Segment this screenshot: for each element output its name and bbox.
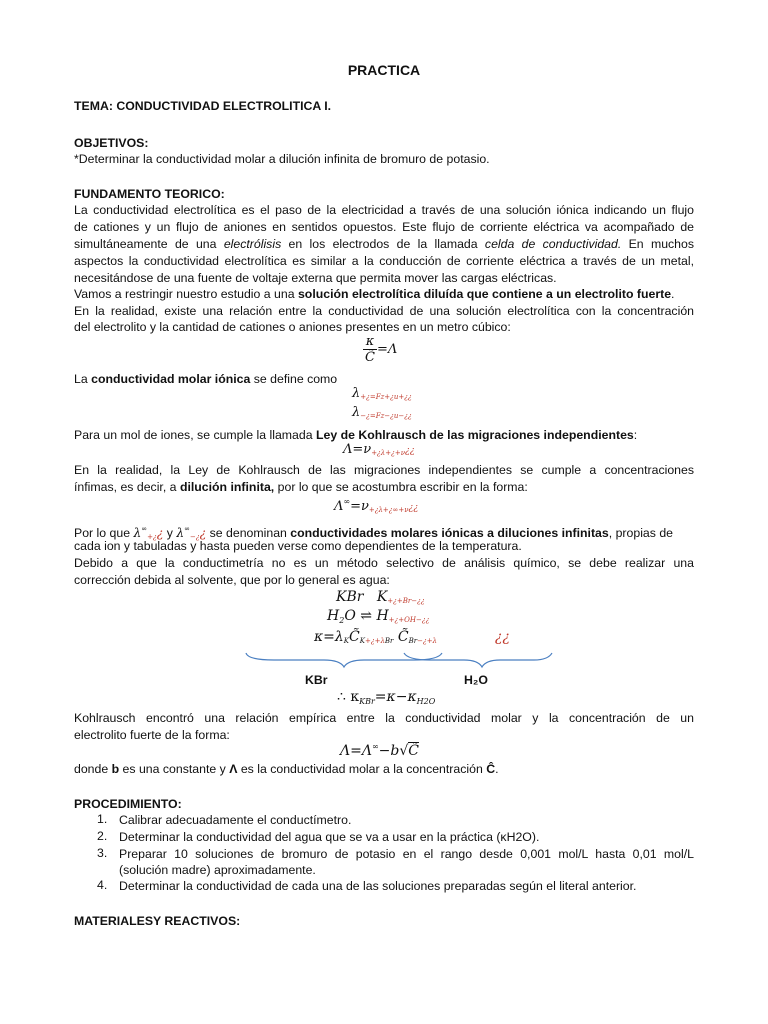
eq-sup: ∞ (343, 497, 351, 506)
text-run: . (671, 287, 675, 301)
text-run: se denominan (209, 526, 291, 540)
numerator: κ (363, 334, 377, 350)
eq-sup: ∞ (371, 742, 379, 751)
eq-sub: +¿u+¿¿ (384, 393, 412, 401)
paragraph-line: En la realidad, existe una relación entre la conductividad de una solución electrolítica con la concentración (74, 304, 694, 318)
text-run: solución electrolítica diluída que contiene a un electrolito fuerte (297, 287, 672, 301)
text-run: es una constante y (119, 762, 230, 776)
eq-sub: Br (408, 637, 418, 645)
eq-sub: 2 (339, 616, 345, 625)
text-run: Vamos a restringir nuestro estudio a una (74, 287, 298, 301)
text-run: . (495, 762, 499, 776)
text-run: en los electrodos de la llamada (281, 237, 485, 251)
paragraph-line (74, 761, 694, 778)
eq-sub: H2O (416, 697, 436, 706)
fundamento-heading: FUNDAMENTO TEORICO: (74, 187, 225, 201)
eq-sub: ¿¿ (408, 503, 419, 513)
text-run: simultáneamente de una (74, 237, 224, 251)
eq-sub: +¿+Br (387, 597, 412, 605)
eq-sub: −¿u−¿¿ (384, 412, 412, 420)
text-run: Ley de Kohlrausch de las migraciones independientes (315, 428, 634, 442)
equilibrium-arrow-icon: ⇌ (360, 608, 372, 624)
eq-symbol: K (376, 589, 388, 605)
eq-sub: +¿λ (368, 506, 383, 514)
brace-h2o (404, 653, 552, 667)
text-run: Λ (229, 762, 238, 776)
text-run: es la conductividad molar a la concentración (237, 762, 487, 776)
text-run: celda de conductividad. (484, 237, 622, 251)
text-run: se define como (250, 372, 338, 386)
eq-sub: +¿=Fz (360, 393, 385, 401)
paragraph-line: La conductividad electrolítica es el paso de la electricidad a través de una solución iónica indicando un flujo (74, 203, 694, 217)
tema-heading: TEMA: CONDUCTIVIDAD ELECTROLITICA I. (74, 99, 332, 113)
eq-symbol: KBr (336, 589, 364, 605)
eq-symbol: O (344, 608, 356, 624)
eq-sub: ¿ (199, 526, 207, 540)
equation-kappa-total (314, 629, 510, 645)
eq-symbol: C̃ (408, 743, 419, 759)
text-run: b (111, 762, 120, 776)
paragraph-line: En la realidad, la Ley de Kohlrausch de las migraciones independientes se cumple a concentraciones (74, 463, 694, 477)
eq-symbol: λ (352, 405, 361, 420)
text-run: Por lo que (74, 526, 131, 540)
eq-sub: +¿∞+ν (382, 506, 409, 514)
paragraph-line: corrección debida al solvente, que por lo general es agua: (74, 573, 390, 587)
eq-symbol: λ (176, 526, 185, 540)
eq-symbol: Λ=ν (343, 442, 372, 457)
eq-sub: ¿¿ (405, 446, 415, 456)
eq-sub: −¿=Fz (360, 412, 385, 420)
paragraph-line: del electrolito y la cantidad de cationes o aniones presentes en un metro cúbico: (74, 320, 511, 334)
brace-label-h2o: H₂O (464, 673, 488, 687)
eq-sub: K (359, 637, 365, 645)
list-item: Determinar la conductividad del agua que se va a usar en la práctica (κH2O). (119, 830, 540, 844)
eq-symbol: H (376, 608, 389, 624)
eq-symbol: Λ (334, 499, 344, 514)
paragraph-line: aspectos la conductividad electrolítica es similar a la conducción de corriente eléctrica a través de un metal, (74, 254, 694, 268)
eq-symbol: =ν (350, 499, 369, 514)
list-item-number: 4. (97, 878, 108, 892)
materiales-heading: MATERIALESY REACTIVOS: (74, 914, 241, 928)
equation-kohlrausch-empirical (340, 742, 419, 759)
text-run: , propias de (608, 526, 674, 540)
eq-sub: +¿+λ (364, 637, 385, 645)
eq-sub: −¿+λ (417, 637, 437, 645)
eq-sub: Br (384, 637, 394, 645)
paragraph-line: Debido a que la conductimetría no es un método selectivo de análisis químico, se debe realizar una (74, 556, 694, 570)
procedimiento-heading: PROCEDIMIENTO: (74, 797, 182, 811)
text-run: y (166, 526, 173, 540)
eq-sub: −¿ (189, 533, 200, 541)
eq-symbol: ∴ κ (337, 689, 360, 705)
list-item-number: 1. (97, 812, 108, 826)
eq-sub: +¿λ (371, 449, 386, 457)
eq-sub: −¿¿ (415, 616, 430, 624)
list-item-number: 2. (97, 829, 108, 843)
objetivos-heading: OBJETIVOS: (74, 136, 149, 150)
paragraph-line (74, 479, 694, 496)
paragraph-line: electrolito fuerte de la forma: (74, 728, 230, 742)
brace-label-kbr: KBr (305, 673, 328, 687)
text-run: conductividades molares iónicas a diluciones infinitas (290, 526, 609, 540)
text-run: conductividad molar iónica (91, 372, 251, 386)
eq-sub: +¿ (147, 533, 157, 541)
text-run: En muchos (621, 237, 695, 251)
eq-sub: K (343, 637, 350, 645)
paragraph-line (74, 236, 694, 253)
eq-symbol: C̃ (349, 629, 360, 645)
eq-symbol: λ (352, 386, 361, 401)
fraction (363, 334, 377, 365)
lambda-minus-inf: λ∞−¿¿ (176, 525, 207, 541)
paragraph-line: Kohlrausch encontró una relación empírica entre la conductividad molar y la concentración de un (74, 711, 694, 725)
page-title: PRACTICA (347, 62, 421, 78)
paragraph-line: cada ion y tabuladas y hasta pueden verse como dependientes de la temperatura. (74, 539, 522, 553)
text-run: Ĉ (486, 762, 496, 776)
equation-lambda-minus (352, 405, 412, 420)
text-run: Para un mol de iones, se cumple la llamada (74, 428, 316, 442)
eq-sub: +¿+ν (385, 449, 405, 457)
equation-infinite-dilution (334, 497, 418, 514)
objetivos-item: *Determinar la conductividad molar a dilución infinita de bromuro de potasio. (74, 152, 490, 166)
eq-symbol: C̃ (397, 629, 409, 645)
paragraph-line (74, 286, 694, 303)
eq-symbol: =κ−κ (374, 689, 417, 705)
equation-kbr-dissociation (336, 589, 425, 605)
paragraph-line: necesitándose de una fuente de voltaje externa que permita mover las cargas eléctricas. (74, 271, 557, 285)
equation-kappa-kbr (337, 689, 435, 706)
eq-sub: KBr (359, 697, 375, 706)
eq-symbol: κ=λ (314, 629, 344, 645)
equation-molar-conductivity (363, 334, 397, 365)
text-run: La (74, 372, 92, 386)
list-item-continuation: (solución madre) aproximadamente. (119, 863, 316, 877)
equation-kohlrausch (343, 442, 415, 457)
braces-svg (244, 651, 556, 669)
text-run: ínfimas, es decir, a (74, 480, 180, 494)
eq-symbol: H (327, 608, 340, 624)
eq-symbol: λ (133, 526, 142, 540)
paragraph-line: de cationes y un flujo de aniones en sentidos opuestos. Este flujo de corriente eléctrica va acompañado de (74, 220, 694, 234)
eq-rhs: =Λ (376, 342, 398, 357)
eq-sub: ¿ (156, 526, 164, 540)
eq-sub: ¿¿ (494, 629, 510, 645)
denominator: C̃ (365, 350, 375, 365)
eq-symbol: Λ=Λ (340, 743, 372, 759)
eq-sub: +¿+OH (388, 616, 416, 624)
sqrt-icon: √ (399, 743, 409, 759)
eq-symbol: −b (378, 743, 400, 759)
list-item: Preparar 10 soluciones de bromuro de potasio en el rango desde 0,001 mol/L hasta 0,01 mol/L (119, 847, 694, 861)
text-run: por lo que se acostumbra escribir en la forma: (274, 480, 528, 494)
list-item: Determinar la conductividad de cada una de las soluciones preparadas según el literal anterior. (119, 879, 637, 893)
text-run: : (633, 428, 638, 442)
text-run: donde (74, 762, 112, 776)
list-item-number: 3. (97, 846, 108, 860)
equation-lambda-plus (352, 386, 412, 401)
list-item: Calibrar adecuadamente el conductímetro. (119, 813, 352, 827)
text-run: electrólisis (223, 237, 282, 251)
eq-sub: −¿¿ (411, 597, 425, 605)
equation-water-equilibrium (327, 608, 429, 625)
lambda-plus-inf: λ∞+¿¿ (133, 525, 164, 541)
text-run: dilución infinita, (179, 480, 275, 494)
brace-kbr (246, 653, 442, 667)
